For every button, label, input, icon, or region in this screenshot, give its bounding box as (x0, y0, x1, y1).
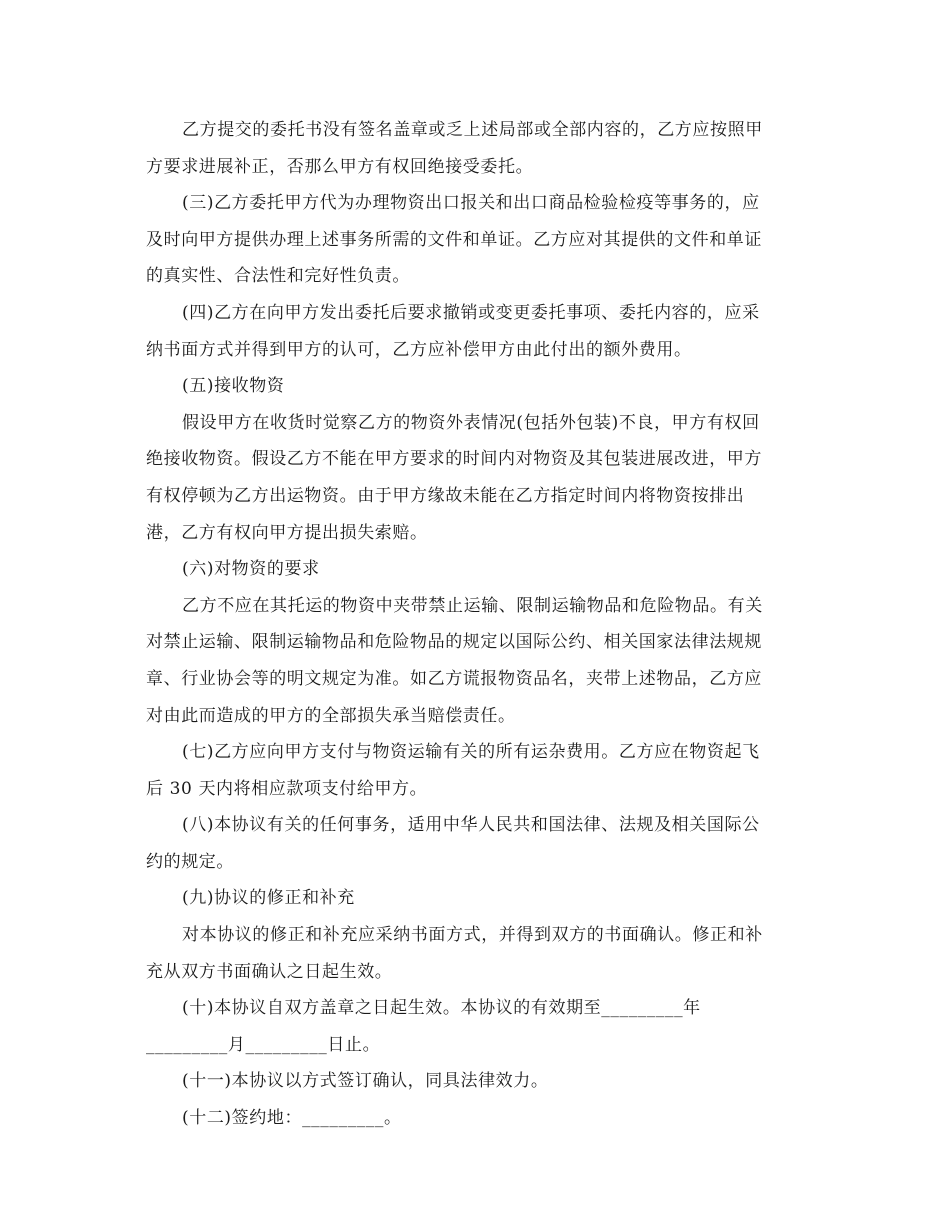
text-line: 乙方不应在其托运的物资中夹带禁止运输、限制运输物品和危险物品。有关 (182, 595, 763, 616)
text-line: 的真实性、合法性和完好性负责。 (146, 266, 410, 287)
text-line: _________月_________日止。 (146, 1034, 381, 1055)
text-line: (四)乙方在向甲方发出委托后要求撤销或变更委托事项、委托内容的，应采 (182, 302, 760, 323)
text-line: (十)本协议自双方盖章之日起生效。本协议的有效期至_________年 (182, 998, 701, 1019)
text-line: 纳书面方式并得到甲方的认可，乙方应补偿甲方由此付出的额外费用。 (146, 339, 692, 360)
text-line: 绝接收物资。假设乙方不能在甲方要求的时间内对物资及其包装进展改进，甲方 (146, 449, 762, 470)
text-line: 章、行业协会等的明文规定为准。如乙方谎报物资品名，夹带上述物品，乙方应 (146, 668, 762, 689)
text-line: 充从双方书面确认之日起生效。 (146, 961, 393, 982)
section-heading: (五)接收物资 (182, 376, 285, 397)
text-line: 港，乙方有权向甲方提出损失索赔。 (146, 522, 428, 543)
text-line: (三)乙方委托甲方代为办理物资出口报关和出口商品检验检疫等事务的，应 (182, 193, 760, 214)
text-line: 约的规定。 (146, 851, 234, 872)
text-line: (十一)本协议以方式签订确认，同具法律效力。 (182, 1071, 549, 1092)
section-heading: (六)对物资的要求 (182, 559, 320, 580)
document-body (146, 112, 806, 1137)
text-line: 后 30 天内将相应款项支付给甲方。 (146, 778, 428, 799)
section-heading: (九)协议的修正和补充 (182, 888, 355, 909)
text-line: 对禁止运输、限制运输物品和危险物品的规定以国际公约、相关国家法律法规规 (146, 632, 762, 653)
text-line: (七)乙方应向甲方支付与物资运输有关的所有运杂费用。乙方应在物资起飞 (182, 742, 760, 763)
text-line: 对本协议的修正和补充应采纳书面方式，并得到双方的书面确认。修正和补 (182, 925, 763, 946)
text-line: 有权停顿为乙方出运物资。由于甲方缘故未能在乙方指定时间内将物资按排出 (146, 485, 745, 506)
text-line: 方要求进展补正，否那么甲方有权回绝接受委托。 (146, 156, 534, 177)
text-line: (十二)签约地：_________。 (182, 1108, 402, 1129)
text-line: 假设甲方在收货时觉察乙方的物资外表情况(包括外包装)不良，甲方有权回 (182, 412, 760, 433)
text-line: 及时向甲方提供办理上述事务所需的文件和单证。乙方应对其提供的文件和单证 (146, 229, 762, 250)
text-line: 对由此而造成的甲方的全部损失承当赔偿责任。 (146, 705, 516, 726)
text-line: 乙方提交的委托书没有签名盖章或乏上述局部或全部内容的，乙方应按照甲 (182, 120, 763, 140)
text-line: (八)本协议有关的任何事务，适用中华人民共和国法律、法规及相关国际公 (182, 815, 760, 836)
